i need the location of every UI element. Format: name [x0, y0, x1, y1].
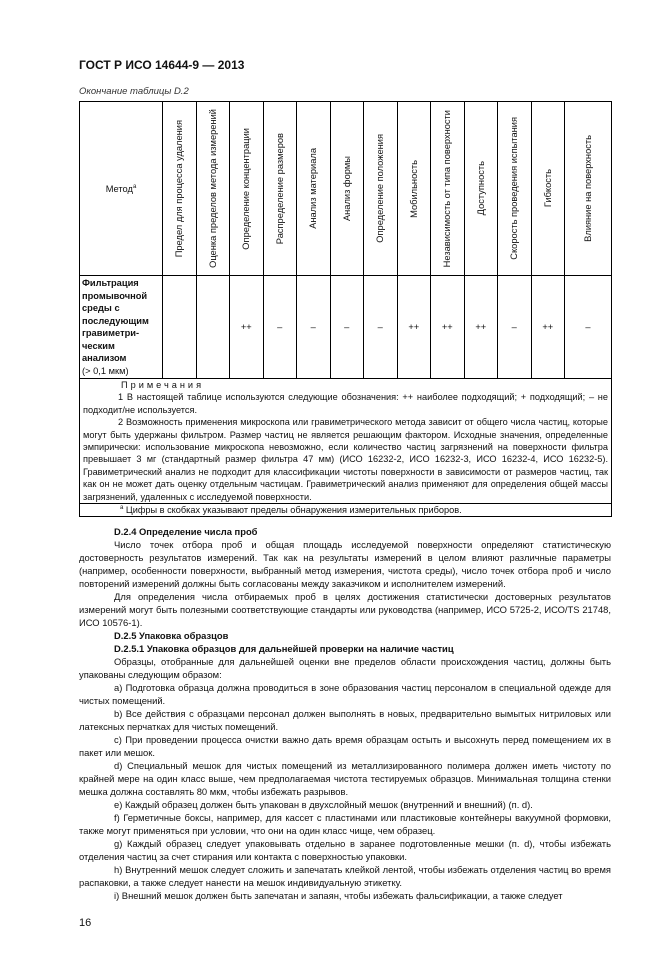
table-caption: Окончание таблицы D.2: [79, 86, 189, 97]
column-header-text: Независимость от типа поверхности: [442, 109, 453, 268]
rating-cell: –: [297, 276, 331, 379]
column-header: [397, 102, 431, 276]
rating-cell: –: [263, 276, 297, 379]
column-header: [531, 102, 565, 276]
paragraph: e) Каждый образец должен быть упакован в двухслойный мешок (внутренний и внешний) (п. d).: [114, 799, 533, 811]
column-header-text: Скорость проведения испытания: [509, 117, 520, 260]
rating-cell: –: [565, 276, 612, 379]
column-header-text: Влияние на поверхность: [582, 135, 593, 242]
note-2: 2 Возможность применения микроскопа или гравиметрического метода зависит от общего числа частиц, которые могут быть удержаны фильтром. Размер частиц не является решающим фактором. Исходные значения, определенные эмпирически: использование микроскопа невозможно, если количество частиц загрязнений на поверхности фильтра превышает 3 мг (стандартный размер фильтра 47 мм) (ИСО 16232-2, ИСО 16232-3, ИСО 16232-4, ИСО 16232-5). Гравиметрический анализ не подходит для классификации чистоты поверхности в зависимости от размеров частиц, так как он не может дать оценку отдельным частицам. Гравиметрический анализ применяют для определения общей массы загрязнений, удаленных с исследуемой поверхности.: [83, 417, 608, 502]
column-header: [431, 102, 465, 276]
rating-cell: ++: [397, 276, 431, 379]
page-number: 16: [79, 917, 92, 930]
paragraph: a) Подготовка образца должна проводиться в зоне образования частиц персоналом в специальной одежде для чистых помещений.: [79, 682, 611, 707]
column-header-text: Определение концентрации: [241, 127, 252, 250]
rating-cell: –: [364, 276, 398, 379]
column-header: [196, 102, 230, 276]
paragraph: Образцы, отобранные для дальнейшей оценки вне пределов области происхождения частиц, должны быть упакованы следующим образом:: [79, 656, 611, 681]
method-header-text: Метод: [105, 183, 133, 194]
body-text: [79, 525, 611, 902]
notes-title: Примечания: [121, 380, 205, 390]
section-heading: D.2.5.1 Упаковка образцов для дальнейшей проверки на наличие частиц: [114, 643, 454, 655]
paragraph: b) Все действия с образцами персонал должен выполнять в новых, предварительно вымытых нитриловых или латексных перчатках для чистых помещений.: [79, 708, 611, 733]
method-range: (> 0,1 мкм): [82, 365, 129, 376]
paragraph: g) Каждый образец следует упаковывать отдельно в заранее подготовленные мешки (п. d), чтобы избежать отделения частиц за счет стирания или контакта с поверхностью упаковки.: [79, 838, 611, 863]
paragraph: h) Внутренний мешок следует сложить и запечатать клейкой лентой, чтобы избежать отделения частиц во время распаковки, а также следует нанести на мешок индивидуальную этикетку.: [79, 864, 611, 889]
column-header-text: Анализ формы: [341, 155, 352, 222]
column-header-text: Определение положения: [375, 134, 386, 243]
rating-cell: ++: [531, 276, 565, 379]
column-header-text: Анализ материала: [308, 148, 319, 229]
footnote-marker: a: [120, 505, 124, 511]
column-header-text: Предел для процесса удаления: [174, 119, 185, 258]
column-header-text: Гибкость: [542, 169, 553, 208]
column-header: [364, 102, 398, 276]
paragraph: c) При проведении процесса очистки важно дать время образцам остыть и высохнуть перед помещением их в пакет или мешок.: [79, 734, 611, 759]
document-header: ГОСТ Р ИСО 14644-9 — 2013: [79, 58, 245, 72]
column-header: [297, 102, 331, 276]
column-header: [163, 102, 197, 276]
column-header: [498, 102, 532, 276]
table-notes: [80, 379, 612, 504]
paragraph: Для определения числа отбираемых проб в целях достижения статистически достоверных результатов измерений могут быть полезными соответствующие стандарты или руководства (например, ИСО 5725-2, ИСО/TS 21748, ИСО 10576-1).: [79, 591, 611, 629]
paragraph: Число точек отбора проб и общая площадь исследуемой поверхности определяют статистическую достоверность результатов измерений. Так как на результаты измерений в целом влияют различные параметры (например, особенности поверхности, выбранный метод измерения, чистота среды), число точек отбора проб и число повторений измерений должны быть согласованы между заказчиком и исполнителем измерений.: [79, 539, 611, 590]
column-header: [565, 102, 612, 276]
rating-cell: ++: [464, 276, 498, 379]
column-header: [330, 102, 364, 276]
footnote-marker: a: [132, 183, 137, 190]
table-row: [80, 276, 612, 379]
column-header-text: Распределение размеров: [274, 132, 285, 245]
paragraph: f) Герметичные боксы, например, для кассет с пластинами или пластиковые контейнеры вакуумной формовки, также могут применяться при условии, что они на один класс чище, чем образец.: [79, 812, 611, 837]
paragraph: d) Специальный мешок для чистых помещений из металлизированного полимера должен иметь чистоту по крайней мере на один класс выше, чем предполагаемая чистота тестируемых образцов. Минимальная толщина стенки мешка должна составлять 80 мкм, чтобы избежать разрывов.: [79, 760, 611, 798]
method-column-header: [80, 102, 163, 276]
column-header: [263, 102, 297, 276]
column-header-text: Мобильность: [408, 159, 419, 218]
column-header-text: Доступность: [475, 161, 486, 216]
column-header: [464, 102, 498, 276]
rating-cell: –: [330, 276, 364, 379]
methods-table: [79, 101, 612, 517]
section-heading: D.2.4 Определение числа проб: [114, 526, 258, 538]
method-name: Фильтрация промывочной среды с последующим гравиметри-ческим анализом: [82, 278, 149, 363]
table-header-row: [80, 102, 612, 276]
rating-cell: [196, 276, 230, 379]
column-header-text: Оценка пределов метода измерений: [207, 109, 218, 268]
rating-cell: ++: [431, 276, 465, 379]
rating-cell: –: [498, 276, 532, 379]
section-heading: D.2.5 Упаковка образцов: [114, 630, 229, 642]
table-footnote: [80, 504, 612, 517]
note-1: 1 В настоящей таблице используются следующие обозначения: ++ наиболее подходящий; + подходящий; – не подходит/не используется.: [83, 392, 608, 415]
rating-cell: [163, 276, 197, 379]
paragraph: i) Внешний мешок должен быть запечатан и запаян, чтобы избежать фальсификации, а также следует: [114, 890, 563, 902]
method-name-cell: [80, 276, 163, 379]
rating-cell: ++: [230, 276, 264, 379]
column-header: [230, 102, 264, 276]
footnote-text: Цифры в скобках указывают пределы обнаружения измерительных приборов.: [125, 505, 462, 516]
